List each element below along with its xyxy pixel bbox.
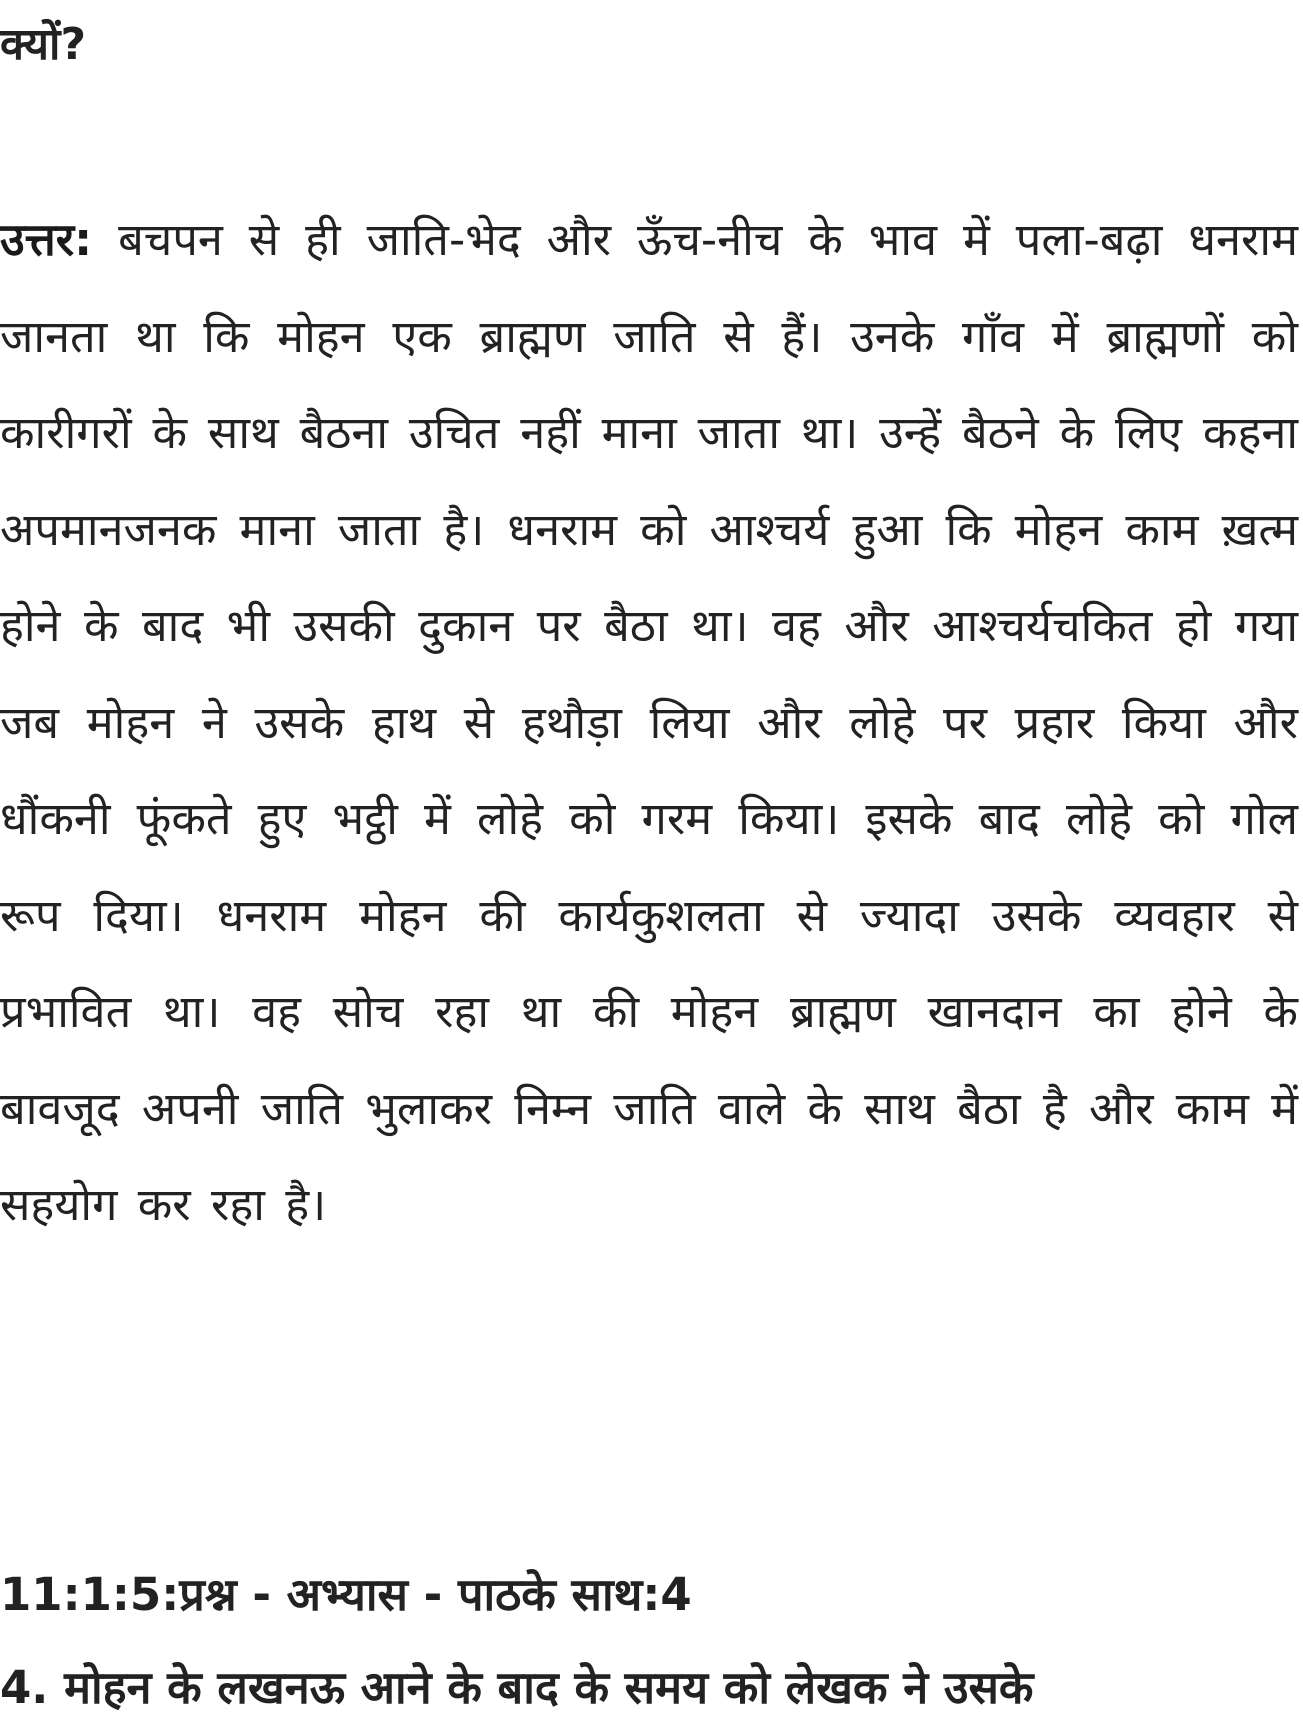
answer-text: बचपन से ही जाति-भेद और ऊँच-नीच के भाव में पला-बढ़ा धनराम जानता था कि मोहन एक ब्राह्मण जाति से हैं। उनके गाँव में ब्राह्मणों को कारीगरों के साथ बैठना उचित नहीं माना जाता था। उन्हें बैठने के लिए कहना अपमानजनक माना जाता है। धनराम को आश्चर्य हुआ कि मोहन काम ख़त्म होने के बाद भी उसकी दुकान पर बैठा था। वह और आश्चर्यचकित हो गया जब मोहन ने उसके हाथ से हथौड़ा लिया और लोहे पर प्रहार किया और धौंकनी फूंकते हुए भट्ठी में लोहे को गरम किया। इसके बाद लोहे को गोल रूप दिया। धनराम मोहन की कार्यकुशलता से ज्यादा उसके व्यवहार से प्रभावित था। वह सोच रहा था की मोहन ब्राह्मण खानदान का होने के बावजूद अपनी जाति भुलाकर निम्न जाति वाले के साथ बैठा है और काम में सहयोग कर रहा है।: [0, 213, 1298, 1231]
previous-question-tail: क्यों?: [0, 19, 86, 70]
answer-label: उत्तर:: [0, 213, 93, 266]
section-heading: 11:1:5:प्रश्न - अभ्यास - पाठके साथ:4: [0, 1568, 692, 1621]
next-question: 4. मोहन के लखनऊ आने के बाद के समय को लेखक ने उसके: [0, 1661, 1034, 1714]
answer-paragraph: [0, 192, 1298, 1254]
